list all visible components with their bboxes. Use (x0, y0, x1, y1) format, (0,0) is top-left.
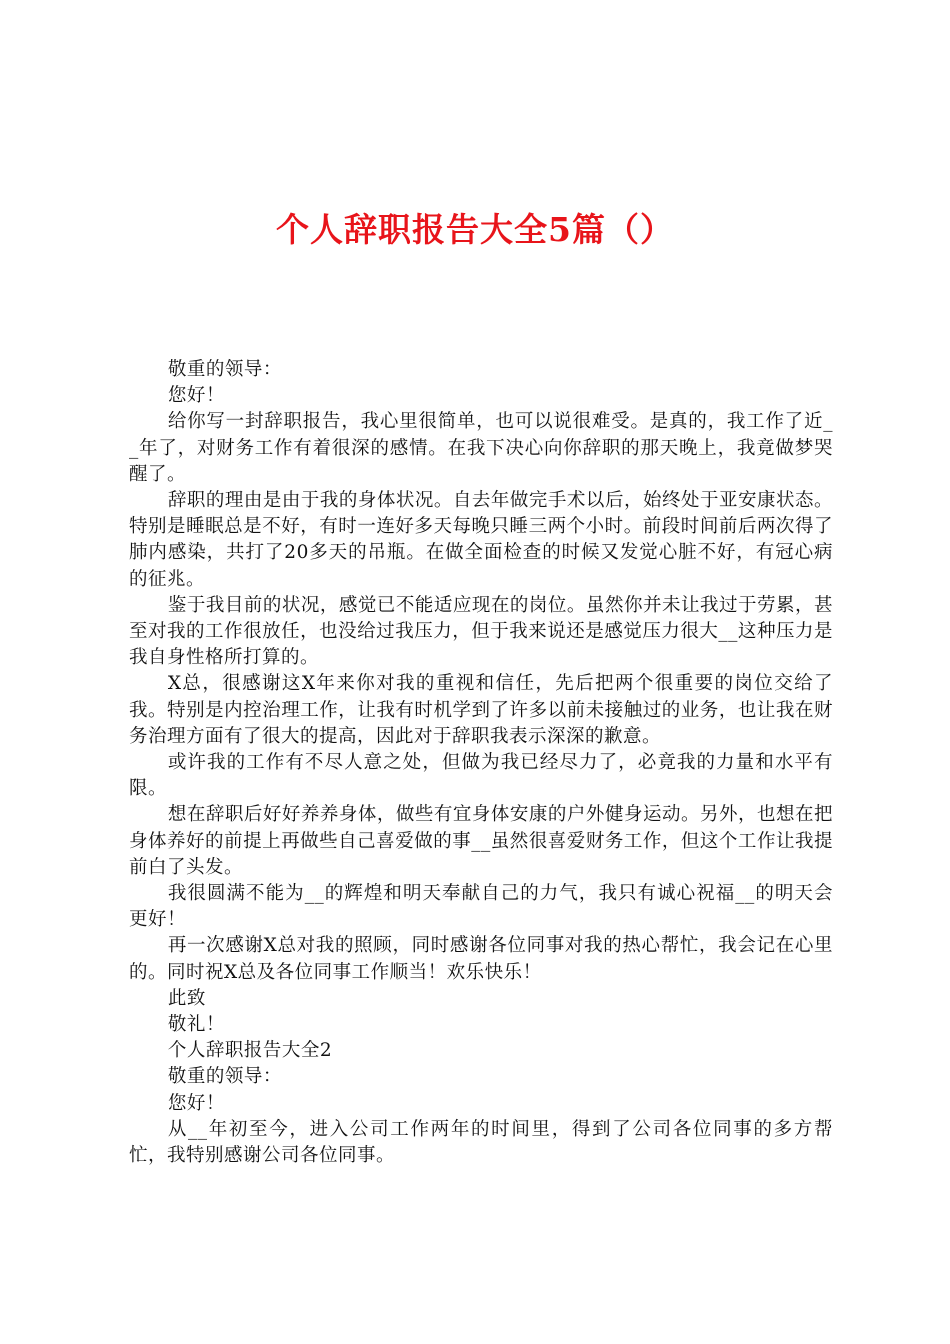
paragraph: 从__年初至今，进入公司工作两年的时间里，得到了公司各位同事的多方帮忙，我特别感谢公司各位同事。 (129, 1118, 833, 1167)
salutation: 敬重的领导： (167, 359, 282, 380)
section-heading: 个人辞职报告大全2 (167, 1040, 333, 1062)
greeting: 您好！ (167, 385, 225, 407)
closing: 此致 (167, 987, 206, 1009)
document-title: 个人辞职报告大全5篇（） (276, 210, 674, 249)
salutation: 敬重的领导： (167, 1066, 282, 1088)
greeting: 您好！ (167, 1092, 225, 1114)
document-body (129, 357, 833, 1169)
paragraph: 我很圆满不能为__的辉煌和明天奉献自己的力气，我只有诚心祝福__的明天会更好！ (129, 883, 833, 931)
paragraph: 或许我的工作有不尽人意之处，但做为我已经尽力了，必竟我的力量和水平有限。 (129, 752, 833, 800)
paragraph: X总，很感谢这X年来你对我的重视和信任，先后把两个很重要的岗位交给了我。特别是内控治理工作，让我有时机学到了许多以前未接触过的业务，也让我在财务治理方面有了很大的提高，因此对于辞职我表示深深的歉意。 (129, 673, 833, 747)
paragraph: 辞职的理由是由于我的身体状况。自去年做完手术以后，始终处于亚安康状态。特别是睡眠总是不好，有时一连好多天每晚只睡三两个小时。前段时间前后两次得了肺内感染，共打了20多天的吊瓶。在做全面检查的时候又发觉心脏不好，有冠心病的征兆。 (129, 490, 833, 590)
paragraph: 给你写一封辞职报告，我心里很简单，也可以说很难受。是真的，我工作了近__年了，对财务工作有着很深的感情。在我下决心向你辞职的那天晚上，我竟做梦哭醒了。 (129, 411, 833, 485)
paragraph: 再一次感谢X总对我的照顾，同时感谢各位同事对我的热心帮忙，我会记在心里的。同时祝X总及各位同事工作顺当！欢乐快乐！ (129, 935, 833, 983)
closing: 敬礼！ (167, 1014, 225, 1036)
paragraph: 鉴于我目前的状况，感觉已不能适应现在的岗位。虽然你并未让我过于劳累，甚至对我的工作很放任，也没给过我压力，但于我来说还是感觉压力很大__这种压力是我自身性格所打算的。 (129, 594, 833, 669)
paragraph: 想在辞职后好好养养身体，做些有宜身体安康的户外健身运动。另外，也想在把身体养好的前提上再做些自己喜爱做的事__虽然很喜爱财务工作，但这个工作让我提前白了头发。 (129, 804, 833, 878)
